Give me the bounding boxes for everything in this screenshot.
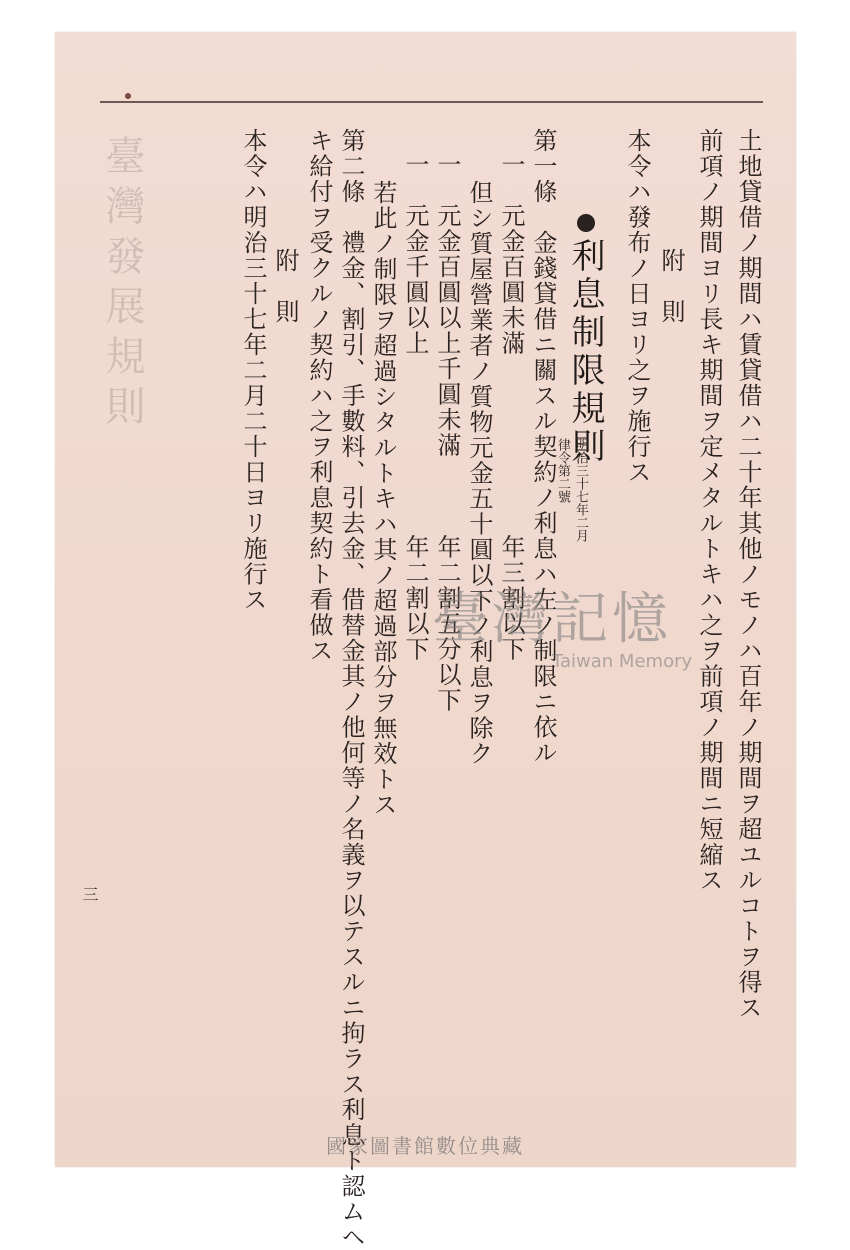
appendix-label: 附 則	[271, 248, 299, 325]
article-1-proviso: 但シ質屋營業者ノ質物元金五十圓以下ノ利息ヲ除ク	[465, 180, 493, 767]
effective-date-clause: 本令ハ明治三十七年二月二十日ヨリ施行ス	[239, 128, 267, 613]
bleedthrough-text: 臺灣發展規則	[99, 135, 145, 435]
ink-spot	[125, 93, 131, 99]
article-1-item-3: 一 元金千圓以上 年二割以下	[401, 152, 429, 662]
watermark-chinese: 臺灣記憶	[432, 587, 672, 652]
article-1: 第一條 金錢貸借ニ關スル契約ノ利息ハ左ノ制限ニ依ル	[529, 128, 557, 766]
law-note-number: 律令第二號	[555, 438, 570, 503]
header-line-3: 本令ハ發布ノ日ヨリ之ヲ施行ス	[623, 128, 651, 485]
title-bullet-icon	[577, 214, 595, 232]
article-2: 第二條 禮金、割引、手數料、引去金、借替金其ノ他何等ノ名義ヲ以テスルニ拘ラス利息ト認ムヘ	[337, 128, 365, 1250]
page-number: 三	[80, 886, 99, 902]
top-rule	[100, 101, 763, 103]
article-1-item-2: 一 元金百圓以上千圓未滿 年二割五分以下	[433, 152, 461, 713]
watermark-english: Taiwan Memory	[552, 651, 693, 672]
header-line-2: 前項ノ期間ヨリ長キ期間ヲ定メタルトキハ之ヲ前項ノ期間ニ短縮ス	[695, 128, 723, 893]
taiwan-memory-watermark	[432, 587, 732, 700]
article-2-continued: キ給付ヲ受クルノ契約ハ之ヲ利息契約ト看做ス	[305, 128, 333, 664]
law-note-date: 明治三十七年二月	[573, 438, 588, 542]
article-1-excess-clause: 若此ノ制限ヲ超過シタルトキハ其ノ超過部分ヲ無效トス	[369, 180, 397, 818]
header-appendix-label: 附 則	[657, 248, 685, 325]
footer-collection-label: 國家圖書館數位典藏	[326, 1134, 524, 1158]
header-line-1: 土地貸借ノ期間ハ賃貸借ハ二十年其他ノモノハ百年ノ期間ヲ超ユルコトヲ得ス	[734, 128, 762, 1021]
article-1-item-1: 一 元金百圓未滿 年三割以下	[497, 152, 525, 662]
law-title: 利息制限規則	[565, 238, 605, 466]
